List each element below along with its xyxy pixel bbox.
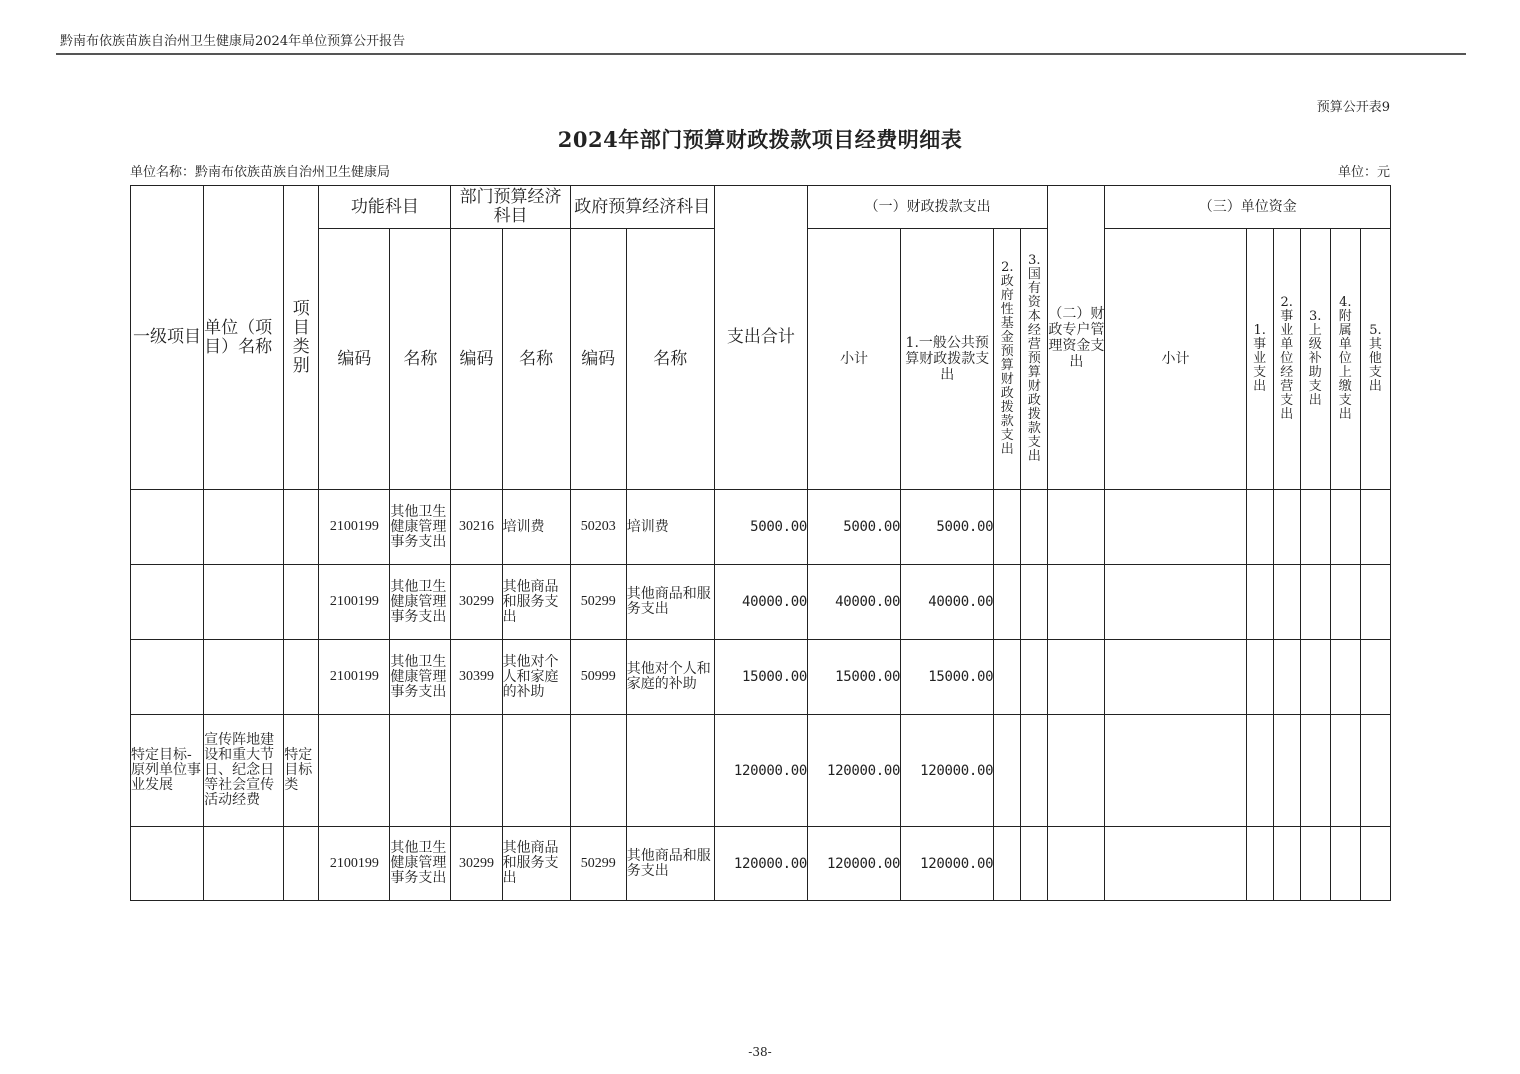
cell-func-name: 其他卫生健康管理事务支出 (390, 827, 451, 901)
cell-total: 120000.00 (714, 827, 807, 901)
cell-func-code: 2100199 (319, 490, 390, 565)
table-row (131, 640, 1391, 715)
cell-gov-code (570, 715, 626, 827)
cell-gov-code: 50299 (570, 565, 626, 640)
cell-general-public: 5000.00 (901, 490, 994, 565)
cell-level1 (131, 827, 204, 901)
cell-level1 (131, 565, 204, 640)
cell-empty (1048, 827, 1105, 901)
cell-empty (1360, 490, 1390, 565)
table-row (131, 827, 1391, 901)
cell-empty (1105, 827, 1246, 901)
cell-unit-name (204, 490, 284, 565)
form-number: 预算公开表9 (1316, 100, 1390, 115)
header-operating (1273, 229, 1300, 490)
page-title: 2024年部门预算财政拨款项目经费明细表 (557, 127, 963, 152)
budget-table (130, 185, 1391, 901)
document-header: 黔南布依族苗族自治州卫生健康局2024年单位预算公开报告 (60, 34, 406, 49)
cell-fiscal-subtotal: 5000.00 (808, 490, 901, 565)
cell-empty (1246, 715, 1273, 827)
header-general-public: 1.一般公共预算财政拨款支出 (901, 229, 994, 490)
cell-empty (1330, 715, 1360, 827)
cell-func-code: 2100199 (319, 565, 390, 640)
cell-empty (1360, 827, 1390, 901)
cell-dept-name: 其他商品和服务支出 (502, 565, 570, 640)
cell-level1: 特定目标-原列单位事业发展 (131, 715, 204, 827)
header-other (1360, 229, 1390, 490)
cell-empty (1360, 715, 1390, 827)
cell-gov-name: 培训费 (626, 490, 714, 565)
cell-func-code (319, 715, 390, 827)
cell-empty (1273, 490, 1300, 565)
cell-empty (1048, 490, 1105, 565)
header-unit-subtotal: 小计 (1105, 229, 1246, 490)
cell-general-public: 120000.00 (901, 827, 994, 901)
header-divider (56, 53, 1466, 55)
cell-empty (1330, 640, 1360, 715)
header-project-type-text: 项目类别 (292, 298, 310, 376)
table-row (131, 565, 1391, 640)
header-fiscal-expense: （一）财政拨款支出 (808, 186, 1048, 229)
cell-total: 120000.00 (714, 715, 807, 827)
cell-empty (994, 715, 1021, 827)
header-gov-name: 名称 (626, 229, 714, 490)
cell-level1 (131, 490, 204, 565)
table-row (131, 715, 1391, 827)
cell-empty (1273, 715, 1300, 827)
cell-total: 15000.00 (714, 640, 807, 715)
cell-func-name: 其他卫生健康管理事务支出 (390, 640, 451, 715)
header-operating-text: 2.事业单位经营支出 (1280, 295, 1294, 422)
header-unit-funds: （三）单位资金 (1105, 186, 1391, 229)
cell-total: 5000.00 (714, 490, 807, 565)
cell-empty (1330, 490, 1360, 565)
cell-empty (1360, 640, 1390, 715)
cell-empty (1048, 715, 1105, 827)
cell-dept-code: 30299 (451, 827, 502, 901)
header-func-code: 编码 (319, 229, 390, 490)
header-dept-name: 名称 (502, 229, 570, 490)
cell-empty (1330, 565, 1360, 640)
header-state-capital-text: 3.国有资本经营预算财政拨款支出 (1027, 253, 1041, 464)
cell-func-name: 其他卫生健康管理事务支出 (390, 565, 451, 640)
header-gov-fund (994, 229, 1021, 490)
cell-general-public: 40000.00 (901, 565, 994, 640)
cell-empty (1300, 640, 1330, 715)
header-gov-code: 编码 (570, 229, 626, 490)
header-dept-econ-subject: 部门预算经济科目 (451, 186, 570, 229)
cell-gov-name (626, 715, 714, 827)
header-state-capital (1021, 229, 1048, 490)
cell-func-code: 2100199 (319, 640, 390, 715)
header-fiscal-subtotal: 小计 (808, 229, 901, 490)
header-business-text: 1.事业支出 (1253, 323, 1267, 394)
cell-empty (1273, 827, 1300, 901)
cell-empty (1021, 827, 1048, 901)
cell-type: 特定目标类 (284, 715, 319, 827)
unit-name: 单位名称：黔南布依族苗族自治州卫生健康局 (130, 165, 391, 180)
cell-empty (1048, 640, 1105, 715)
cell-empty (1105, 490, 1246, 565)
cell-unit-name (204, 640, 284, 715)
cell-fiscal-subtotal: 120000.00 (808, 715, 901, 827)
header-unit-project-name: 单位（项目）名称 (204, 186, 284, 490)
cell-unit-name: 宣传阵地建设和重大节日、纪念日等社会宣传活动经费 (204, 715, 284, 827)
header-superior-subsidy (1300, 229, 1330, 490)
cell-empty (1300, 490, 1330, 565)
cell-empty (1021, 715, 1048, 827)
cell-empty (1105, 565, 1246, 640)
table-row (131, 490, 1391, 565)
cell-empty (1300, 565, 1330, 640)
cell-type (284, 565, 319, 640)
cell-dept-code (451, 715, 502, 827)
page-number: -38- (748, 1045, 772, 1059)
cell-dept-name (502, 715, 570, 827)
header-func-name: 名称 (390, 229, 451, 490)
cell-dept-name: 其他对个人和家庭的补助 (502, 640, 570, 715)
header-special-account: （二）财政专户管理资金支出 (1048, 186, 1105, 490)
header-superior-subsidy-text: 3.上级补助支出 (1308, 309, 1322, 408)
cell-empty (994, 565, 1021, 640)
cell-gov-name: 其他商品和服务支出 (626, 565, 714, 640)
cell-dept-code: 30299 (451, 565, 502, 640)
cell-dept-name: 其他商品和服务支出 (502, 827, 570, 901)
header-business (1246, 229, 1273, 490)
cell-type (284, 490, 319, 565)
cell-gov-name: 其他商品和服务支出 (626, 827, 714, 901)
cell-level1 (131, 640, 204, 715)
cell-empty (1246, 827, 1273, 901)
cell-empty (1360, 565, 1390, 640)
cell-empty (1300, 715, 1330, 827)
currency-unit: 单位：元 (1337, 165, 1390, 180)
cell-empty (1105, 715, 1246, 827)
cell-empty (1273, 565, 1300, 640)
header-dept-code: 编码 (451, 229, 502, 490)
cell-fiscal-subtotal: 15000.00 (808, 640, 901, 715)
cell-gov-code: 50999 (570, 640, 626, 715)
cell-unit-name (204, 827, 284, 901)
cell-general-public: 15000.00 (901, 640, 994, 715)
cell-fiscal-subtotal: 120000.00 (808, 827, 901, 901)
cell-empty (1300, 827, 1330, 901)
header-gov-econ-subject: 政府预算经济科目 (570, 186, 714, 229)
cell-type (284, 640, 319, 715)
header-affiliated-payment-text: 4.附属单位上缴支出 (1338, 295, 1352, 422)
cell-type (284, 827, 319, 901)
cell-gov-code: 50203 (570, 490, 626, 565)
cell-gov-name: 其他对个人和家庭的补助 (626, 640, 714, 715)
header-level1-project: 一级项目 (131, 186, 204, 490)
cell-empty (994, 640, 1021, 715)
cell-empty (1246, 640, 1273, 715)
cell-dept-code: 30216 (451, 490, 502, 565)
cell-empty (994, 490, 1021, 565)
cell-empty (1048, 565, 1105, 640)
cell-empty (994, 827, 1021, 901)
header-affiliated-payment (1330, 229, 1360, 490)
header-other-text: 5.其他支出 (1368, 323, 1382, 394)
header-func-subject: 功能科目 (319, 186, 451, 229)
cell-func-name (390, 715, 451, 827)
cell-empty (1021, 565, 1048, 640)
cell-empty (1246, 490, 1273, 565)
cell-func-code: 2100199 (319, 827, 390, 901)
header-project-type (284, 186, 319, 490)
header-total-expense: 支出合计 (714, 186, 807, 490)
cell-dept-name: 培训费 (502, 490, 570, 565)
cell-empty (1330, 827, 1360, 901)
cell-unit-name (204, 565, 284, 640)
cell-func-name: 其他卫生健康管理事务支出 (390, 490, 451, 565)
cell-empty (1105, 640, 1246, 715)
cell-gov-code: 50299 (570, 827, 626, 901)
cell-empty (1246, 565, 1273, 640)
cell-fiscal-subtotal: 40000.00 (808, 565, 901, 640)
cell-empty (1021, 640, 1048, 715)
cell-general-public: 120000.00 (901, 715, 994, 827)
cell-total: 40000.00 (714, 565, 807, 640)
cell-dept-code: 30399 (451, 640, 502, 715)
cell-empty (1273, 640, 1300, 715)
cell-empty (1021, 490, 1048, 565)
header-gov-fund-text: 2.政府性基金预算财政拨款支出 (1000, 260, 1014, 457)
